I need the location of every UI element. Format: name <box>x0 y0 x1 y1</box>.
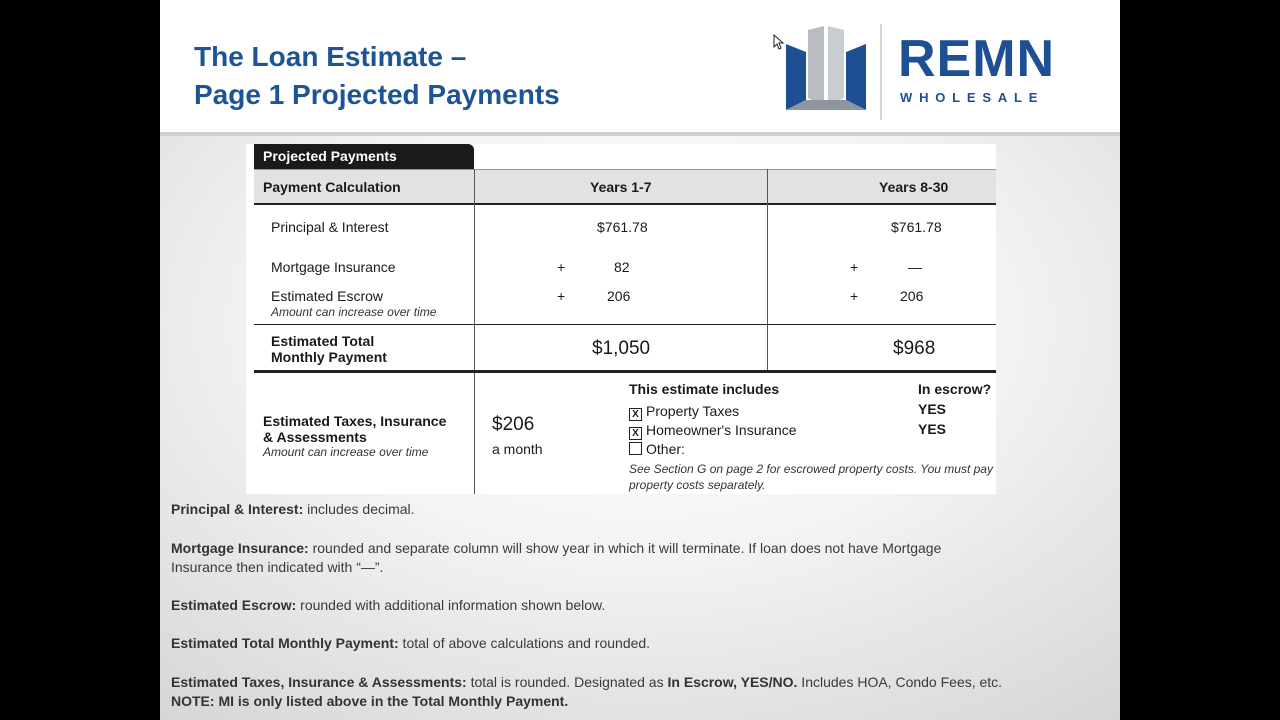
note-text: rounded with additional information shown below. <box>296 597 606 613</box>
section-divider <box>254 370 996 373</box>
taxes-note-line2: property costs separately. <box>629 478 766 492</box>
include-item-label: Property Taxes <box>646 403 740 419</box>
include-item-other <box>629 441 685 457</box>
row-sublabel-escrow: Amount can increase over time <box>271 305 437 319</box>
remn-logo-mark-icon <box>784 26 868 112</box>
header-divider <box>160 132 1120 136</box>
value-mi-col1: 82 <box>614 259 630 275</box>
include-item-label: Homeowner's Insurance <box>646 422 797 438</box>
brand-name: REMN <box>898 30 1056 88</box>
include-item-property-taxes <box>629 403 739 421</box>
note-term: Mortgage Insurance: <box>171 540 309 556</box>
include-item-homeowners-insurance <box>629 422 797 440</box>
row-label-estimated-escrow: Estimated Escrow <box>271 288 384 304</box>
slide <box>160 0 1120 720</box>
note-text: total of above calculations and rounded. <box>398 635 651 651</box>
note-term: Principal & Interest: <box>171 501 304 517</box>
taxes-sublabel: Amount can increase over time <box>263 445 429 459</box>
note-estimated-escrow <box>171 596 605 615</box>
section-title-tab: Projected Payments <box>254 144 474 169</box>
slide-title <box>194 38 560 114</box>
row-label-principal-interest: Principal & Interest <box>271 219 389 235</box>
column-header-years-8-30: Years 8-30 <box>879 179 949 195</box>
note-term: Estimated Total Monthly Payment: <box>171 635 399 651</box>
note-mi-warning <box>171 692 568 711</box>
value-pi-col1: $761.78 <box>597 219 648 235</box>
note-term: Estimated Taxes, Insurance & Assessments: <box>171 674 467 690</box>
note-text: includes decimal. <box>303 501 415 517</box>
slide-header <box>160 0 1120 132</box>
slide-title-line1: The Loan Estimate – <box>194 41 467 72</box>
escrow-value-homeowners-insurance: YES <box>918 421 947 437</box>
note-mortgage-insurance-cont: Insurance then indicated with “—”. <box>171 559 384 575</box>
taxes-label-line1: Estimated Taxes, Insurance <box>263 413 447 429</box>
note-term: Estimated Escrow: <box>171 597 297 613</box>
slide-title-line2: Page 1 Projected Payments <box>194 79 560 110</box>
note-total-monthly-payment <box>171 634 650 653</box>
logo-divider <box>880 24 882 120</box>
escrow-value-property-taxes: YES <box>918 401 947 417</box>
value-mi-col2: — <box>908 259 922 275</box>
brand-tagline: WHOLESALE <box>900 90 1045 105</box>
taxes-amount: $206 <box>492 414 535 435</box>
checkbox-checked-icon: X <box>629 408 642 421</box>
note-emphasis: In Escrow, YES/NO. <box>667 674 798 690</box>
total-label-line2: Monthly Payment <box>271 349 387 365</box>
total-col1: $1,050 <box>592 338 651 359</box>
note-principal-interest <box>171 500 415 519</box>
sign-escrow-col1: + <box>557 288 566 304</box>
value-escrow-col1: 206 <box>607 288 631 304</box>
taxes-label-line2: & Assessments <box>263 429 367 445</box>
sign-escrow-col2: + <box>850 288 859 304</box>
row-divider <box>254 324 996 325</box>
in-escrow-header: In escrow? <box>918 381 992 397</box>
sign-mi-col1: + <box>557 259 566 275</box>
value-escrow-col2: 206 <box>900 288 924 304</box>
projected-payments-form <box>246 144 996 494</box>
note-line: NOTE: MI is only listed above in the Total Monthly Payment. <box>171 693 569 709</box>
sign-mi-col2: + <box>850 259 859 275</box>
includes-header: This estimate includes <box>629 381 780 397</box>
note-mortgage-insurance <box>171 539 941 558</box>
include-item-label: Other: <box>646 441 685 457</box>
column-label-payment-calculation: Payment Calculation <box>263 179 401 195</box>
note-text: rounded and separate column will show year in which it will terminate. If loan does not have Mortgage <box>308 540 942 556</box>
value-pi-col2: $761.78 <box>891 219 942 235</box>
row-label-mortgage-insurance: Mortgage Insurance <box>271 259 396 275</box>
taxes-note-line1: See Section G on page 2 for escrowed property costs. You must pay <box>629 462 993 476</box>
checkbox-unchecked-icon <box>629 442 642 455</box>
column-divider-2 <box>767 169 768 372</box>
total-col2: $968 <box>893 338 936 359</box>
note-text-after: Includes HOA, Condo Fees, etc. <box>797 674 1003 690</box>
column-header-years-1-7: Years 1-7 <box>590 179 652 195</box>
taxes-period: a month <box>492 441 543 457</box>
mouse-cursor-icon <box>773 34 785 50</box>
note-taxes-insurance <box>171 673 1002 692</box>
checkbox-checked-icon: X <box>629 427 642 440</box>
total-label-line1: Estimated Total <box>271 333 375 349</box>
column-divider-1 <box>474 169 475 494</box>
note-text: total is rounded. Designated as <box>466 674 668 690</box>
